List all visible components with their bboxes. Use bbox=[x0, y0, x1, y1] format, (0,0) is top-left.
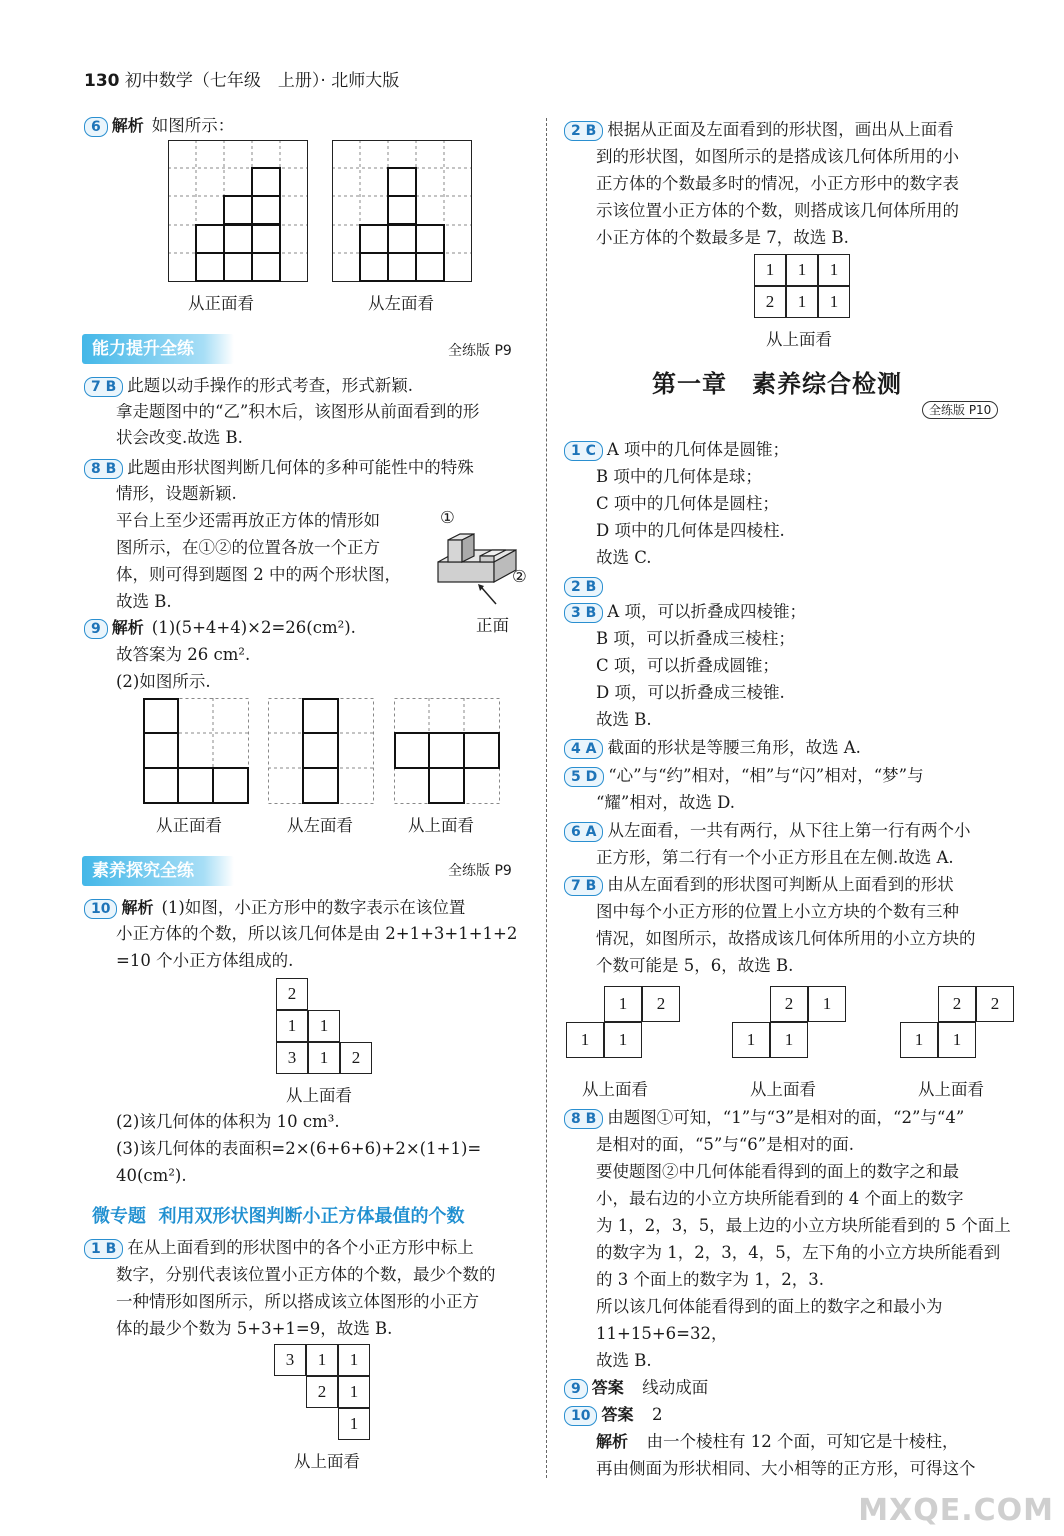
c8-line9: 11+15+6=32， bbox=[596, 1324, 728, 1343]
c4-line1: 4 A 截面的形状是等腰三角形，故选 A. bbox=[564, 734, 861, 761]
grid-cell: 1 bbox=[808, 986, 846, 1022]
q10-line4: (2)该几何体的体积为 10 cm³. bbox=[116, 1112, 340, 1131]
q10-line2: 小正方体的个数，所以该几何体是由 2+1+3+1+1+2 bbox=[116, 924, 518, 943]
grid-cell: 1 bbox=[338, 1376, 370, 1408]
c1-line2: B 项中的几何体是球； bbox=[596, 467, 762, 486]
c6-line1: 6 A 从左面看，一共有两行，从下往上第一行有两个小 bbox=[564, 817, 970, 844]
c1-line1: 1 C A 项中的几何体是圆锥； bbox=[564, 436, 789, 463]
q10-line6: 40(cm²). bbox=[116, 1166, 187, 1185]
q8-line4: 图所示，在①②的位置各放一个正方 bbox=[116, 538, 380, 557]
watermark: MXQE.COM bbox=[858, 1493, 1054, 1528]
q8-line3: 平台上至少还需再放正方体的情形如 bbox=[116, 511, 380, 530]
q9-badge: 9 bbox=[84, 619, 108, 639]
c9-badge: 9 bbox=[564, 1379, 588, 1399]
c7-line2: 图中每个小正方形的位置上小立方块的个数有三种 bbox=[596, 902, 959, 921]
grid-cell: 1 bbox=[754, 254, 786, 286]
q6-caption-front: 从正面看 bbox=[188, 294, 254, 313]
banner-ref-2: 全练版 P9 bbox=[448, 863, 512, 879]
c8-line2: 是相对的面，“5”与“6”是相对的面. bbox=[596, 1135, 854, 1154]
c3-line3: C 项，可以折叠成圆锥； bbox=[596, 656, 779, 675]
m1-line4: 体的最少个数为 5+3+1=9，故选 B. bbox=[116, 1319, 393, 1338]
chapter-ref: 全练版 P10 bbox=[922, 401, 998, 419]
m2-badge: 2 B bbox=[564, 121, 603, 141]
page-header bbox=[84, 66, 399, 91]
q9-left-view-figure bbox=[268, 698, 374, 804]
m2-line1: 2 B 根据从正面及左面看到的形状图，画出从上面看 bbox=[564, 116, 954, 143]
grid-cell: 3 bbox=[276, 1042, 308, 1074]
c5-line1: 5 D “心”与“约”相对，“相”与“闪”相对，“梦”与 bbox=[564, 762, 924, 789]
c8-line8: 所以该几何体能看得到的面上的数字之和最小为 bbox=[596, 1297, 943, 1316]
q9-top-view-figure bbox=[394, 698, 500, 804]
q10-line3: =10 个小正方体组成的. bbox=[116, 951, 294, 970]
c10-line3: 再由侧面为形状相同、大小相等的正方形，可得这个 bbox=[596, 1459, 976, 1478]
c2-line bbox=[564, 572, 607, 599]
c8-line5: 为 1，2，3，5，最上边的小立方块所能看到的 5 个面上 bbox=[596, 1216, 1011, 1235]
c8-line6: 的数字为 1，2，3，4，5，左下角的小立方块所能看到 bbox=[596, 1243, 1001, 1262]
c1-line4: D 项中的几何体是四棱柱. bbox=[596, 521, 785, 540]
q10-line5: (3)该几何体的表面积=2×(6+6+6)+2×(1+1)= bbox=[116, 1139, 482, 1158]
q9-caption-front: 从正面看 bbox=[156, 816, 222, 835]
c6-badge: 6 A bbox=[564, 822, 603, 842]
grid-cell: 2 bbox=[340, 1042, 372, 1074]
c7-badge: 7 B bbox=[564, 876, 603, 896]
grid-cell: 1 bbox=[938, 1022, 976, 1058]
c8-line1: 8 B 由题图①可知，“1”与“3”是相对的面，“2”与“4” bbox=[564, 1104, 964, 1131]
q7-line2: 拿走题图中的“乙”积木后，该图形从前面看到的形 bbox=[116, 402, 480, 421]
grid-cell: 1 bbox=[338, 1344, 370, 1376]
m2-line3: 正方体的个数最多时的情况，小正方形中的数字表 bbox=[596, 174, 959, 193]
m1-line2: 数字，分别代表该位置小正方体的个数，最少个数的 bbox=[116, 1265, 496, 1284]
book-title: 初中数学（七年级 上册）· 北师大版 bbox=[124, 71, 400, 91]
q9-caption-top: 从上面看 bbox=[408, 816, 474, 835]
c8-line3: 要使题图②中几何体能看得到的面上的数字之和最 bbox=[596, 1162, 959, 1181]
grid-cell: 1 bbox=[306, 1344, 338, 1376]
c3-line2: B 项，可以折叠成三棱柱； bbox=[596, 629, 795, 648]
q6-text: 如图所示： bbox=[151, 116, 235, 135]
grid-cell: 1 bbox=[770, 1022, 808, 1058]
q8-badge: 8 B bbox=[84, 459, 123, 479]
q7-line3: 状会改变.故选 B. bbox=[116, 428, 243, 447]
c7-caption-1: 从上面看 bbox=[582, 1080, 648, 1099]
c7-line4: 个数可能是 5，6，故选 B. bbox=[596, 956, 794, 975]
section-banner-literacy: 素养探究全练 bbox=[82, 856, 234, 886]
q7-badge: 7 B bbox=[84, 377, 123, 397]
grid-cell: 2 bbox=[642, 986, 680, 1022]
c7-caption-2: 从上面看 bbox=[750, 1080, 816, 1099]
grid-cell: 2 bbox=[754, 286, 786, 318]
m1-line3: 一种情形如图所示，所以搭成该立体图形的小正方 bbox=[116, 1292, 479, 1311]
q9-line3: (2)如图所示. bbox=[116, 672, 211, 691]
q8-front-label: 正面 bbox=[476, 616, 509, 635]
q8-line5: 体，则可得到题图 2 中的两个形状图， bbox=[116, 565, 401, 584]
c9-line: 9 答案 线动成面 bbox=[564, 1374, 708, 1401]
c7-line3: 情况，如图所示，故搭成该几何体所用的小立方块的 bbox=[596, 929, 976, 948]
m1-badge: 1 B bbox=[84, 1239, 123, 1259]
q8-line6: 故选 B. bbox=[116, 592, 172, 611]
q10-badge: 10 bbox=[84, 899, 117, 919]
c5-badge: 5 D bbox=[564, 767, 604, 787]
grid-cell: 1 bbox=[338, 1408, 370, 1440]
c4-badge: 4 A bbox=[564, 739, 603, 759]
q10-caption: 从上面看 bbox=[286, 1086, 352, 1105]
c7-line1: 7 B 由从左面看到的形状图可判断从上面看到的形状 bbox=[564, 871, 954, 898]
m2-line4: 示该位置小正方体的个数，则搭成该几何体所用的 bbox=[596, 201, 959, 220]
c8-line7: 的 3 个面上的数字为 1，2，3. bbox=[596, 1270, 824, 1289]
q9-caption-left: 从左面看 bbox=[287, 816, 353, 835]
c1-line3: C 项中的几何体是圆柱； bbox=[596, 494, 779, 513]
grid-cell: 1 bbox=[818, 254, 850, 286]
q6-left-view-figure bbox=[332, 140, 472, 282]
q8-mark-2: ② bbox=[512, 567, 527, 586]
grid-cell: 2 bbox=[276, 978, 308, 1010]
section-banner-ability: 能力提升全练 bbox=[82, 334, 234, 364]
m2-line2: 到的形状图，如图所示的是搭成该几何体所用的小 bbox=[596, 147, 959, 166]
m1-caption: 从上面看 bbox=[294, 1452, 360, 1471]
q6-badge: 6 bbox=[84, 117, 108, 137]
q6-label: 解析 bbox=[111, 116, 144, 135]
grid-cell: 1 bbox=[900, 1022, 938, 1058]
m2-line5: 小正方体的个数最多是 7，故选 B. bbox=[596, 228, 849, 247]
c8-badge: 8 B bbox=[564, 1109, 603, 1129]
grid-cell: 1 bbox=[276, 1010, 308, 1042]
micro-tag: 微专题 bbox=[92, 1206, 146, 1227]
c8-line10: 故选 B. bbox=[596, 1351, 652, 1370]
grid-cell: 1 bbox=[604, 1022, 642, 1058]
page-number: 130 bbox=[84, 71, 120, 91]
grid-cell: 1 bbox=[566, 1022, 604, 1058]
grid-cell: 1 bbox=[308, 1010, 340, 1042]
q9-front-view-figure bbox=[143, 698, 249, 804]
q8-mark-1: ① bbox=[440, 508, 455, 527]
c7-caption-3: 从上面看 bbox=[918, 1080, 984, 1099]
q6-caption-left: 从左面看 bbox=[368, 294, 434, 313]
c1-line5: 故选 C. bbox=[596, 548, 652, 567]
grid-cell: 3 bbox=[274, 1344, 306, 1376]
q6-line bbox=[84, 112, 234, 139]
c10-line1: 10 答案 2 bbox=[564, 1401, 663, 1428]
grid-cell: 2 bbox=[938, 986, 976, 1022]
grid-cell: 1 bbox=[818, 286, 850, 318]
c3-line5: 故选 B. bbox=[596, 710, 652, 729]
column-divider bbox=[546, 118, 547, 1478]
c6-line2: 正方形，第二行有一个小正方形且在左侧.故选 A. bbox=[596, 848, 954, 867]
q7-line1: 7 B 此题以动手操作的形式考查，形式新颖. bbox=[84, 372, 413, 399]
q9-line1: 9 解析 (1)(5+4+4)×2=26(cm²). bbox=[84, 614, 356, 641]
c3-line1: 3 B A 项，可以折叠成四棱锥； bbox=[564, 598, 806, 625]
c2-badge: 2 B bbox=[564, 577, 603, 597]
m2-caption: 从上面看 bbox=[766, 330, 832, 349]
q6-front-view-figure bbox=[168, 140, 308, 282]
q8-line1: 8 B 此题由形状图判断几何体的多种可能性中的特殊 bbox=[84, 454, 474, 481]
grid-cell: 1 bbox=[308, 1042, 340, 1074]
grid-cell: 1 bbox=[732, 1022, 770, 1058]
banner-ref-1: 全练版 P9 bbox=[448, 343, 512, 359]
grid-cell: 2 bbox=[770, 986, 808, 1022]
grid-cell: 2 bbox=[976, 986, 1014, 1022]
m1-line1: 1 B 在从上面看到的形状图中的各个小正方形中标上 bbox=[84, 1234, 474, 1261]
grid-cell: 1 bbox=[786, 286, 818, 318]
c1-badge: 1 C bbox=[564, 441, 603, 461]
micro-title: 利用双形状图判断小正方体最值的个数 bbox=[158, 1206, 465, 1227]
c3-line4: D 项，可以折叠成三棱锥. bbox=[596, 683, 785, 702]
c10-badge: 10 bbox=[564, 1406, 597, 1426]
micro-topic-heading bbox=[92, 1202, 465, 1228]
c3-badge: 3 B bbox=[564, 603, 603, 623]
chapter-title: 第一章 素养综合检测 bbox=[652, 370, 902, 398]
q10-line1: 10 解析 (1)如图，小正方形中的数字表示在该位置 bbox=[84, 894, 465, 921]
q9-line2: 故答案为 26 cm². bbox=[116, 645, 251, 664]
grid-cell: 1 bbox=[786, 254, 818, 286]
c5-line2: “耀”相对，故选 D. bbox=[596, 793, 736, 812]
grid-cell: 1 bbox=[604, 986, 642, 1022]
grid-cell: 2 bbox=[306, 1376, 338, 1408]
q8-line2: 情形，设题新颖. bbox=[116, 484, 237, 503]
c8-line4: 小，最右边的小立方块所能看到的 4 个面上的数字 bbox=[596, 1189, 964, 1208]
c10-line2: 解析 由一个棱柱有 12 个面，可知它是十棱柱， bbox=[596, 1432, 959, 1451]
